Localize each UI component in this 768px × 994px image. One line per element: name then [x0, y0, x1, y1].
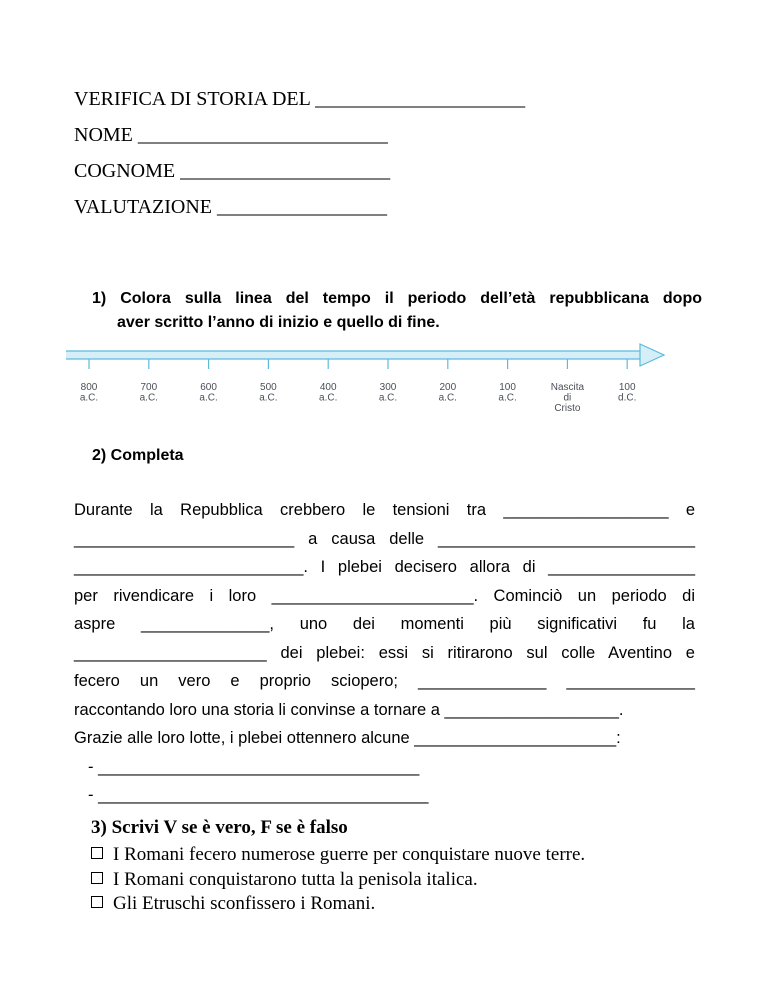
completion-dash-item-2: - ____________________________________	[88, 786, 429, 804]
completion-line-3: _________________________. I plebei decisero allora di ________________	[74, 558, 695, 576]
timeline-label: Nascita	[550, 382, 585, 393]
true-false-item-3	[91, 893, 375, 915]
timeline-label: a.C.	[378, 392, 398, 404]
true-false-item-text: Gli Etruschi sconfissero i Romani.	[113, 893, 376, 914]
timeline-label: 600	[200, 382, 217, 393]
timeline-label: Cristo	[554, 403, 581, 414]
timeline-label: 100	[618, 382, 636, 393]
timeline-label: a.C.	[199, 392, 218, 404]
completion-line-4: per rivendicare i loro ______________________. Cominciò un periodo di	[74, 586, 695, 605]
field-cognome: COGNOME _____________________	[74, 160, 391, 182]
completion-line-6: _____________________ dei plebei: essi si ritirarono sul colle Aventino e	[74, 643, 695, 662]
timeline-label: 400	[319, 382, 337, 393]
completion-dash-item-1: - ___________________________________	[88, 757, 420, 776]
timeline-label: 700	[140, 382, 158, 393]
question-1-line-2: aver scritto l’anno di inizio e quello di fine.	[117, 314, 440, 331]
timeline-label: a.C.	[498, 392, 517, 404]
timeline-label: 200	[439, 382, 457, 393]
question-2-text	[74, 496, 695, 810]
completion-line-9: Grazie alle loro lotte, i plebei ottennero alcune ______________________:	[74, 729, 621, 747]
question-2-title: 2) Completa	[92, 447, 184, 464]
completion-line-1: Durante la Repubblica crebbero le tensioni tra __________________ e	[74, 501, 695, 519]
timeline-label: a.C.	[319, 392, 338, 404]
completion-line-8: raccontando loro una storia li convinse a tornare a ___________________.	[74, 700, 624, 719]
checkbox-icon[interactable]	[91, 872, 103, 884]
completion-line-2: ________________________ a causa delle ____________________________	[74, 529, 695, 548]
question-3-title: 3) Scrivi V se è vero, F se è falso	[91, 817, 348, 838]
true-false-item-text: I Romani fecero numerose guerre per conquistare nuove terre.	[113, 844, 586, 865]
timeline-label: di	[563, 392, 572, 404]
timeline-label: 500	[260, 382, 277, 393]
question-1-line-1: 1) Colora sulla linea del tempo il periodo dell’età repubblicana dopo	[92, 290, 702, 307]
timeline-label: a.C.	[259, 392, 278, 404]
timeline-label: 300	[379, 382, 397, 393]
true-false-item-1	[91, 844, 585, 866]
true-false-item-text: I Romani conquistarono tutta la penisola italica.	[113, 869, 478, 890]
field-valutazione: VALUTAZIONE _________________	[74, 196, 388, 218]
timeline-label: d.C.	[618, 392, 637, 404]
completion-line-5: aspre ______________, uno dei momenti più significativi fu la	[74, 615, 695, 633]
timeline-graphic	[66, 338, 672, 428]
timeline-label: 800	[80, 382, 98, 393]
title-verifica: VERIFICA DI STORIA DEL _____________________	[74, 88, 526, 110]
completion-line-7: fecero un vero e proprio sciopero; ______________ ______________	[74, 672, 695, 690]
timeline-label: a.C.	[79, 392, 99, 404]
checkbox-icon[interactable]	[91, 896, 103, 908]
timeline-label: a.C.	[438, 392, 457, 404]
timeline-label: 100	[499, 382, 516, 393]
timeline-label: a.C.	[139, 392, 158, 404]
true-false-item-2	[91, 869, 478, 891]
field-nome: NOME _________________________	[74, 124, 388, 146]
checkbox-icon[interactable]	[91, 847, 103, 859]
